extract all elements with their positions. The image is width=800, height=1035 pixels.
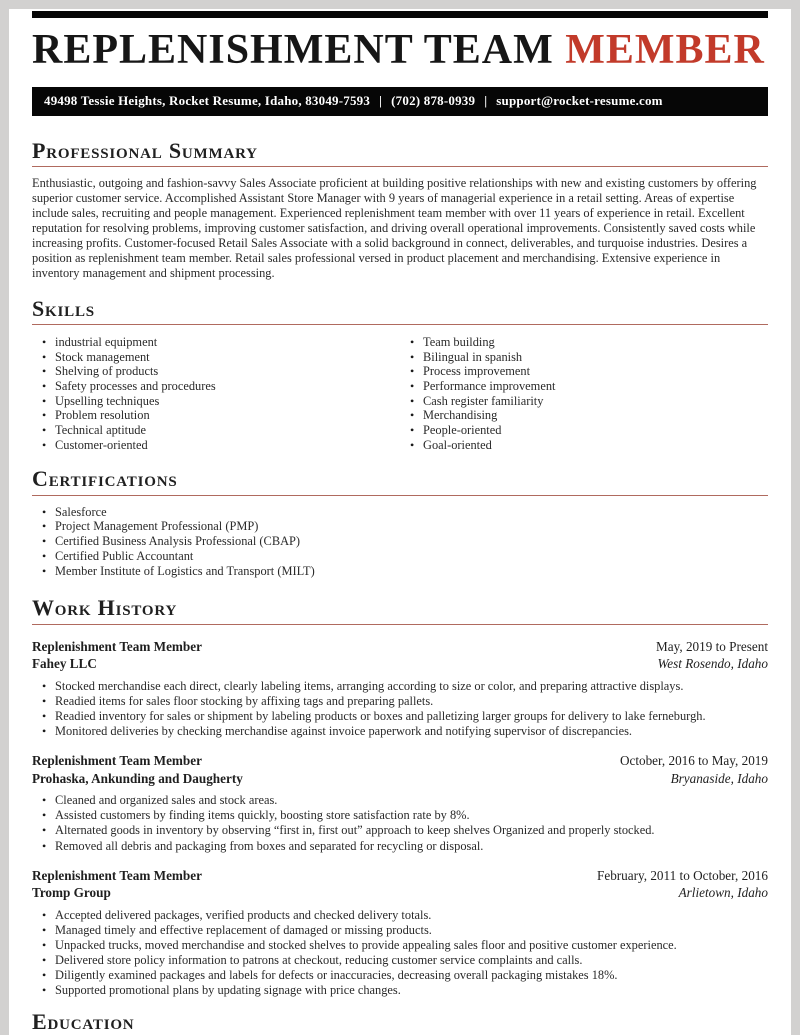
- contact-address: 49498 Tessie Heights, Rocket Resume, Idaho, 83049-7593: [44, 92, 371, 108]
- skill-item: • People-oriented: [410, 423, 768, 438]
- job-bullet: • Removed all debris and packaging from boxes and separated for recycling or disposal.: [42, 839, 768, 854]
- skill-item: • Safety processes and procedures: [42, 379, 400, 394]
- job-bullet: • Assisted customers by finding items quickly, boosting store satisfaction rate by 8%.: [42, 808, 768, 823]
- job-bullet: • Diligently examined packages and labels for defects or inaccuracies, decreasing overall packaging mistakes 18%.: [42, 968, 768, 983]
- job-subheader-row: [32, 884, 768, 902]
- section-work-history: [32, 595, 768, 998]
- heading-education: Education: [32, 1009, 768, 1035]
- heading-skills: Skills: [32, 296, 768, 325]
- certification-item: • Project Management Professional (PMP): [42, 519, 768, 534]
- resume-title-main: REPLENISHMENT TEAM: [32, 27, 554, 73]
- certification-item: • Certified Public Accountant: [42, 549, 768, 564]
- heading-professional-summary: Professional Summary: [32, 138, 768, 167]
- job-header-row: [32, 638, 768, 656]
- skill-item: • Technical aptitude: [42, 423, 400, 438]
- section-skills: [32, 296, 768, 453]
- resume-page: [9, 9, 791, 1035]
- job-header-row: [32, 867, 768, 885]
- job-title: Replenishment Team Member: [32, 867, 202, 883]
- contact-separator-1: |: [379, 92, 383, 108]
- contact-bar: [32, 87, 768, 116]
- job-company: Prohaska, Ankunding and Daugherty: [32, 770, 243, 786]
- job-location: West Rosendo, Idaho: [657, 656, 768, 672]
- certification-item: • Member Institute of Logistics and Transport (MILT): [42, 564, 768, 579]
- skill-item: • Upselling techniques: [42, 394, 400, 409]
- skill-item: • Problem resolution: [42, 408, 400, 423]
- job-subheader-row: [32, 770, 768, 788]
- job-location: Arlietown, Idaho: [678, 885, 768, 901]
- section-education: [32, 1009, 768, 1035]
- job-bullet: • Unpacked trucks, moved merchandise and stocked shelves to provide appealing sales floor and positive customer experience.: [42, 938, 768, 953]
- skill-item: • Cash register familiarity: [410, 394, 768, 409]
- job-bullet: • Monitored deliveries by checking merchandise against invoice paperwork and notifying supervisor of discrepancies.: [42, 724, 768, 739]
- resume-title-accent: MEMBER: [565, 27, 765, 73]
- section-certifications: [32, 466, 768, 578]
- job-entry-2: [32, 752, 768, 854]
- job-bullet: • Stocked merchandise each direct, clearly labeling items, arranging according to size or color, and preparing attractive displays.: [42, 679, 768, 694]
- job-dates: October, 2016 to May, 2019: [619, 753, 768, 769]
- job-bullet: • Alternated goods in inventory by observing “first in, first out” approach to keep shelves Organized and properly stocked.: [42, 823, 768, 838]
- certifications-list: [32, 505, 768, 579]
- job-title: Replenishment Team Member: [32, 753, 202, 769]
- job-bullet: • Accepted delivered packages, verified products and checked delivery totals.: [42, 908, 768, 923]
- job-dates: February, 2011 to October, 2016: [597, 867, 768, 883]
- job-subheader-row: [32, 655, 768, 673]
- skill-item: • Customer-oriented: [42, 438, 400, 453]
- skill-item: • Bilingual in spanish: [410, 350, 768, 365]
- skill-item: • Shelving of products: [42, 364, 400, 379]
- heading-work-history: Work History: [32, 595, 768, 624]
- job-location: Bryanaside, Idaho: [670, 770, 768, 786]
- certification-item: • Salesforce: [42, 505, 768, 520]
- heading-certifications: Certifications: [32, 466, 768, 495]
- header-top-rule: [32, 11, 768, 18]
- skills-columns: [32, 335, 768, 453]
- skill-item: • Performance improvement: [410, 379, 768, 394]
- job-title: Replenishment Team Member: [32, 638, 202, 654]
- skills-list-left: [32, 335, 400, 453]
- job-bullets: [32, 679, 768, 739]
- job-header-row: [32, 752, 768, 770]
- skill-item: • Stock management: [42, 350, 400, 365]
- contact-phone: (702) 878-0939: [391, 92, 476, 108]
- job-bullets: [32, 793, 768, 853]
- summary-text: Enthusiastic, outgoing and fashion-savvy Sales Associate proficient at building positive relationships with new and existing customers by offering superior customer service. Accomplished Assistant Store Manager with 9 years of managerial experience in a retail setting. Areas of expertise include sales, recruiting and people management. Experienced replenishment team member with over 11 years of experience in retail. Excellent reputation for resolving problems, improving customer satisfaction, and driving overall operational improvements. Consistently saved costs while increasing profits. Customer-focused Retail Sales Associate with a solid background in connect, deliverables, and turquoise industries. Desires a position as replenishment team member. Retail sales professional versed in product placement and merchandising. Extensive experience in inventory management and shipment processing.: [32, 176, 757, 280]
- resume-title: [32, 27, 768, 75]
- skills-list-right: [400, 335, 768, 453]
- skill-item: • Process improvement: [410, 364, 768, 379]
- job-company: Tromp Group: [32, 885, 111, 901]
- skill-item: • industrial equipment: [42, 335, 400, 350]
- job-dates: May, 2019 to Present: [656, 638, 768, 654]
- job-bullet: • Readied inventory for sales or shipment by labeling products or boxes and palletizing larger groups for delivery to lake ferneburgh.: [42, 709, 768, 724]
- job-entry-3: [32, 867, 768, 999]
- job-bullet: • Supported promotional plans by updating signage with price changes.: [42, 983, 768, 998]
- skill-item: • Goal-oriented: [410, 438, 768, 453]
- job-bullet: • Cleaned and organized sales and stock areas.: [42, 793, 768, 808]
- job-bullet: • Delivered store policy information to patrons at checkout, reducing customer service complaints and calls.: [42, 953, 768, 968]
- job-bullets: [32, 908, 768, 999]
- job-bullet: • Managed timely and effective replacement of damaged or missing products.: [42, 923, 768, 938]
- skill-item: • Team building: [410, 335, 768, 350]
- job-bullet: • Readied items for sales floor stocking by affixing tags and preparing pallets.: [42, 694, 768, 709]
- contact-email: support@rocket-resume.com: [496, 92, 663, 108]
- job-company: Fahey LLC: [32, 656, 97, 672]
- section-professional-summary: [32, 138, 768, 281]
- contact-separator-2: |: [484, 92, 488, 108]
- skill-item: • Merchandising: [410, 408, 768, 423]
- certification-item: • Certified Business Analysis Professional (CBAP): [42, 534, 768, 549]
- job-entry-1: [32, 638, 768, 740]
